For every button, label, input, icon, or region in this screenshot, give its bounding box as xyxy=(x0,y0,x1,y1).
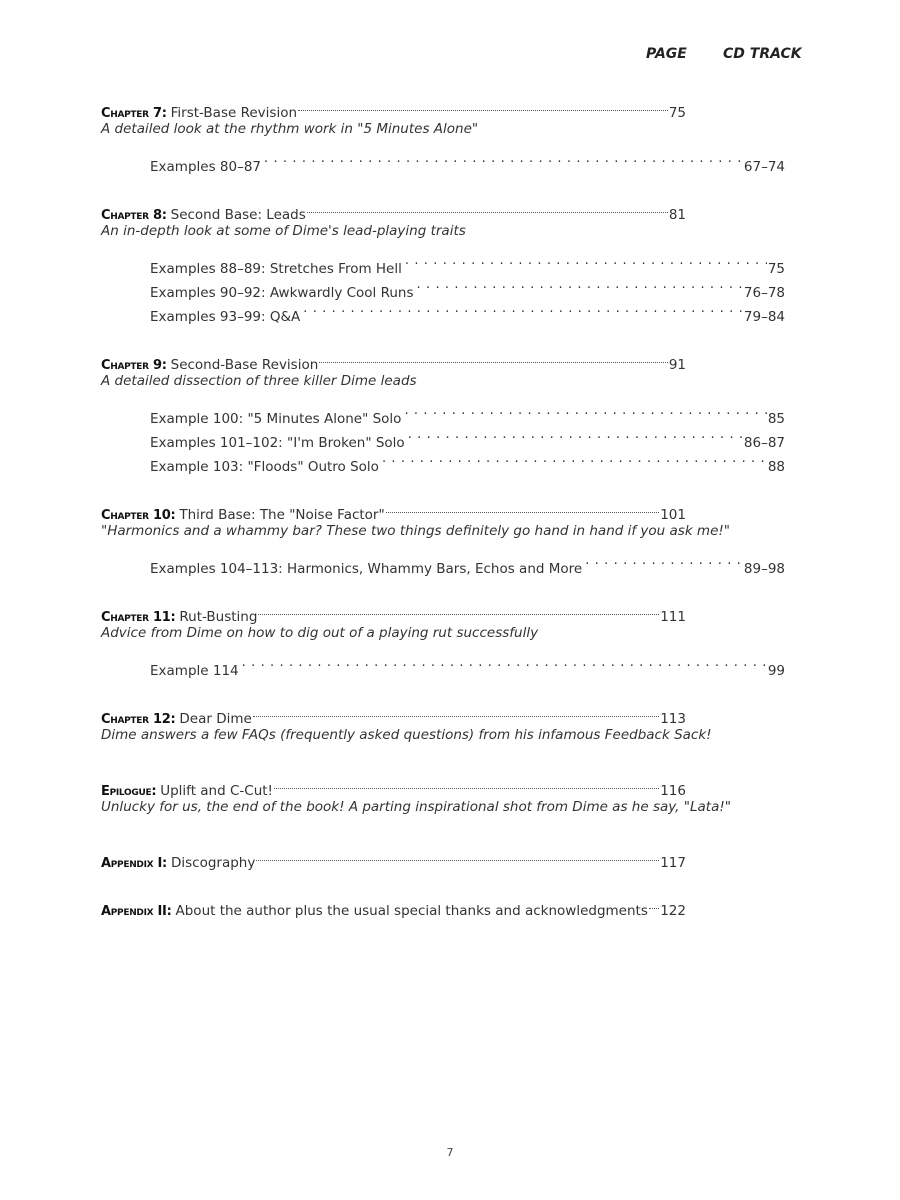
chapter-description: A detailed dissection of three killer Dime leads xyxy=(101,373,417,389)
chapter-page-number: 111 xyxy=(660,609,686,625)
chapter-page-number: 75 xyxy=(668,105,686,121)
chapter-title: Second Base: Leads xyxy=(170,207,306,223)
chapter-page-number: 81 xyxy=(668,207,686,223)
dot-leader xyxy=(298,93,668,117)
cd-track-number: 76–78 xyxy=(743,285,785,301)
chapter-label: Appendix II: xyxy=(101,904,172,919)
dot-leader xyxy=(307,195,668,219)
toc-entry[interactable] xyxy=(101,843,686,871)
chapter-label: Chapter 8: xyxy=(101,208,167,223)
chapter-page-number: 116 xyxy=(660,783,686,799)
chapter-title: First-Base Revision xyxy=(170,105,298,121)
toc-entry[interactable] xyxy=(101,597,686,625)
chapter-description: "Harmonics and a whammy bar? These two things definitely go hand in hand if you ask me!" xyxy=(101,523,731,539)
toc-entry[interactable] xyxy=(101,345,686,373)
toc-section-chapter-10 xyxy=(101,495,801,577)
chapter-title: About the author plus the usual special thanks and acknowledgments xyxy=(175,903,648,919)
chapter-title: Uplift and C-Cut! xyxy=(160,783,273,799)
toc-entry[interactable] xyxy=(101,495,686,523)
cd-track-number: 75 xyxy=(767,261,785,277)
toc-section-chapter-9 xyxy=(101,345,801,475)
example-title: Examples 90–92: Awkwardly Cool Runs xyxy=(150,285,414,301)
dot-leader xyxy=(403,249,767,273)
chapter-title: Discography xyxy=(170,855,256,871)
example-title: Example 100: "5 Minutes Alone" Solo xyxy=(150,411,402,427)
example-title: Example 103: "Floods" Outro Solo xyxy=(150,459,379,475)
example-entry[interactable] xyxy=(150,549,785,577)
example-list xyxy=(101,651,801,679)
dot-leader xyxy=(649,891,659,915)
example-list xyxy=(101,549,801,577)
chapter-page-number: 122 xyxy=(660,903,686,919)
toc-section-chapter-7 xyxy=(101,93,801,175)
table-of-contents xyxy=(101,93,801,939)
chapter-description: Unlucky for us, the end of the book! A parting inspirational shot from Dime as he say, "Lata!" xyxy=(101,799,731,815)
chapter-page-number: 91 xyxy=(668,357,686,373)
cd-track-number: 86–87 xyxy=(743,435,785,451)
cd-track-number: 89–98 xyxy=(743,561,785,577)
dot-leader xyxy=(256,843,659,867)
chapter-label: Chapter 9: xyxy=(101,358,167,373)
chapter-label: Chapter 10: xyxy=(101,508,176,523)
chapter-description: Dime answers a few FAQs (frequently asked questions) from his infamous Feedback Sack! xyxy=(101,727,712,743)
dot-leader xyxy=(274,771,659,795)
cd-track-number: 79–84 xyxy=(743,309,785,325)
toc-section-chapter-12 xyxy=(101,699,801,747)
toc-entry[interactable] xyxy=(101,771,686,799)
chapter-label: Chapter 12: xyxy=(101,712,176,727)
example-title: Examples 104–113: Harmonics, Whammy Bars, Echos and More xyxy=(150,561,583,577)
cd-track-number: 85 xyxy=(767,411,785,427)
toc-entry[interactable] xyxy=(101,891,686,919)
chapter-page-number: 101 xyxy=(660,507,686,523)
page-column-header: PAGE xyxy=(646,46,687,62)
chapter-label: Chapter 11: xyxy=(101,610,176,625)
chapter-title: Second-Base Revision xyxy=(170,357,319,373)
example-title: Examples 80–87 xyxy=(150,159,261,175)
dot-leader xyxy=(319,345,668,369)
dot-leader xyxy=(301,297,743,321)
toc-entry[interactable] xyxy=(101,699,686,727)
example-title: Examples 93–99: Q&A xyxy=(150,309,301,325)
toc-section-chapter-8 xyxy=(101,195,801,325)
column-headers xyxy=(0,46,900,66)
chapter-page-number: 117 xyxy=(660,855,686,871)
dot-leader xyxy=(386,495,660,519)
example-entry[interactable] xyxy=(150,147,785,175)
cd-track-number: 67–74 xyxy=(743,159,785,175)
chapter-description: A detailed look at the rhythm work in "5 Minutes Alone" xyxy=(101,121,479,137)
chapter-title: Rut-Busting xyxy=(179,609,258,625)
chapter-page-number: 113 xyxy=(660,711,686,727)
example-entry[interactable] xyxy=(150,249,785,277)
dot-leader xyxy=(258,597,659,621)
chapter-label: Appendix I: xyxy=(101,856,167,871)
dot-leader xyxy=(380,447,767,471)
cd-track-number: 88 xyxy=(767,459,785,475)
toc-section-chapter-11 xyxy=(101,597,801,679)
dot-leader xyxy=(253,699,659,723)
example-title: Examples 88–89: Stretches From Hell xyxy=(150,261,402,277)
chapter-title: Dear Dime xyxy=(179,711,252,727)
example-list xyxy=(101,147,801,175)
dot-leader xyxy=(262,147,743,171)
toc-entry[interactable] xyxy=(101,195,686,223)
dot-leader xyxy=(240,651,767,675)
example-title: Examples 101–102: "I'm Broken" Solo xyxy=(150,435,405,451)
cd-track-column-header: CD TRACK xyxy=(723,46,802,62)
toc-section-epilogue xyxy=(101,771,801,819)
toc-entry[interactable] xyxy=(101,93,686,121)
chapter-title: Third Base: The "Noise Factor" xyxy=(179,507,385,523)
example-list xyxy=(101,249,801,325)
example-title: Example 114 xyxy=(150,663,239,679)
chapter-description: Advice from Dime on how to dig out of a playing rut successfully xyxy=(101,625,539,641)
dot-leader xyxy=(415,273,743,297)
chapter-label: Epilogue: xyxy=(101,784,157,799)
example-list xyxy=(101,399,801,475)
dot-leader xyxy=(583,549,743,573)
example-entry[interactable] xyxy=(150,651,785,679)
example-entry[interactable] xyxy=(150,399,785,427)
chapter-label: Chapter 7: xyxy=(101,106,167,121)
chapter-description: An in-depth look at some of Dime's lead-playing traits xyxy=(101,223,466,239)
toc-section-appendix-ii xyxy=(101,891,801,919)
page-number: 7 xyxy=(446,1146,454,1159)
dot-leader xyxy=(402,399,766,423)
cd-track-number: 99 xyxy=(767,663,785,679)
toc-section-appendix-i xyxy=(101,843,801,871)
dot-leader xyxy=(406,423,743,447)
